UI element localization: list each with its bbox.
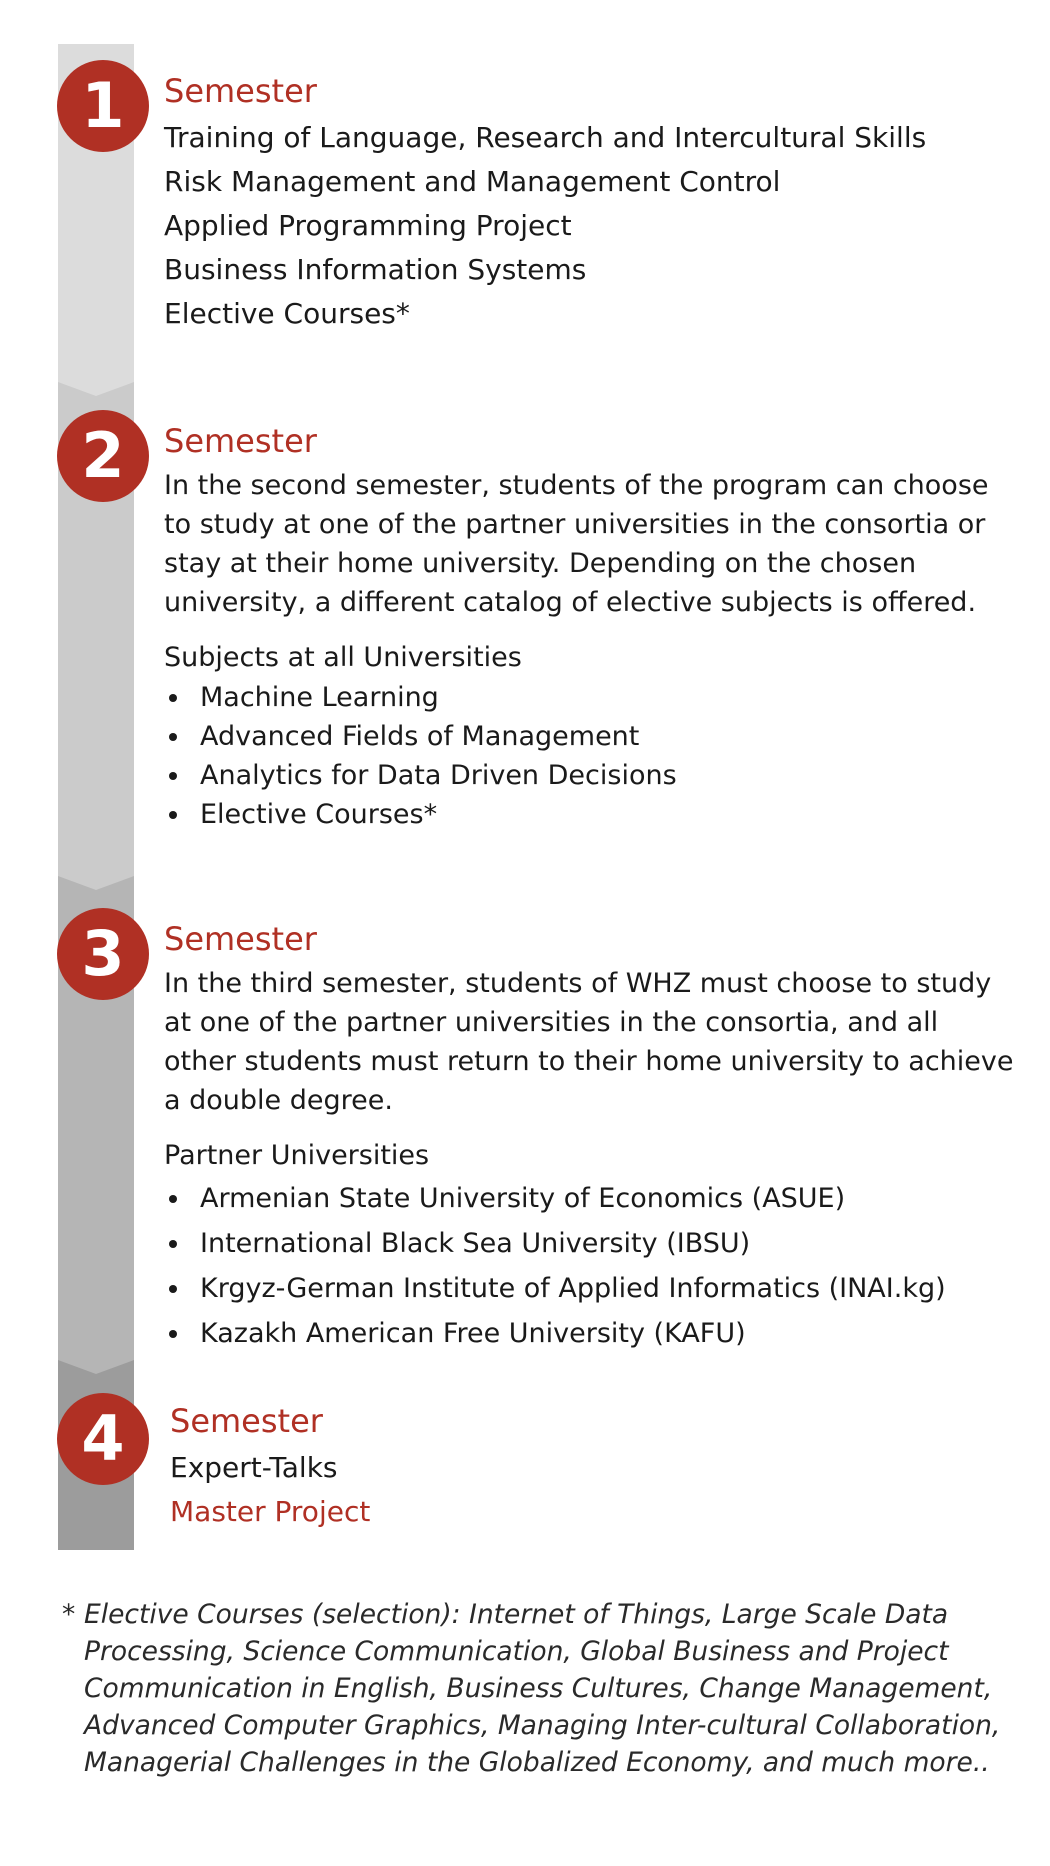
subject-list [164,678,1014,834]
course-item: Training of Language, Research and Intercultural Skills [164,121,927,154]
course-item-highlight: Master Project [170,1495,371,1528]
semester-number-badge: 2 [57,410,149,502]
timeline-chevron [58,876,134,890]
list-heading: Partner Universities [164,1140,430,1171]
list-item: Elective Courses* [164,795,1014,834]
course-item: Business Information Systems [164,253,587,286]
list-item: International Black Sea University (IBSU) [164,1221,1014,1266]
footnote-marker: * [62,1599,76,1630]
list-item: Analytics for Data Driven Decisions [164,756,1014,795]
course-item: Elective Courses* [164,297,410,330]
course-item: Applied Programming Project [164,209,572,242]
timeline-chevron [58,1360,134,1374]
list-item: Advanced Fields of Management [164,717,1014,756]
partner-university-list [164,1176,1014,1356]
semester-title: Semester [164,422,317,460]
semester-number-badge: 4 [57,1393,149,1485]
semester-description: In the second semester, students of the program can choose to study at one of the partner universities in the consortia or stay at their home university. Depending on the chosen university, a different catalog of elective subjects is offered. [164,470,989,618]
list-item: Kazakh American Free University (KAFU) [164,1311,1014,1356]
semester-title: Semester [164,920,317,958]
course-item: Expert-Talks [170,1451,338,1484]
footnote-text: Elective Courses (selection): Internet of Things, Large Scale Data Processing, Science Communication, Global Business and Project Communication in English, Business Cultures, Change Management, Advanced Computer Graphics, Managing Inter-cultural Collaboration, Managerial Challenges in the Globalized Economy, and much more.. [84,1599,1001,1778]
course-item: Risk Management and Management Control [164,165,781,198]
list-item: Armenian State University of Economics (ASUE) [164,1176,1014,1221]
semester-3-section [164,918,1014,1356]
timeline-chevron [58,382,134,396]
semester-number-badge: 1 [57,60,149,152]
semester-4-section [170,1400,1020,1534]
list-heading: Subjects at all Universities [164,642,522,673]
semester-title: Semester [170,1402,323,1440]
semester-1-section [164,70,1014,336]
elective-courses-footnote [62,1596,1012,1781]
list-item: Machine Learning [164,678,1014,717]
semester-2-section [164,420,1014,834]
semester-description: In the third semester, students of WHZ must choose to study at one of the partner universities in the consortia, and all other students must return to their home university to achieve a double degree. [164,968,1014,1116]
semester-number-badge: 3 [57,908,149,1000]
list-item: Krgyz-German Institute of Applied Informatics (INAI.kg) [164,1266,1014,1311]
semester-title: Semester [164,72,317,110]
